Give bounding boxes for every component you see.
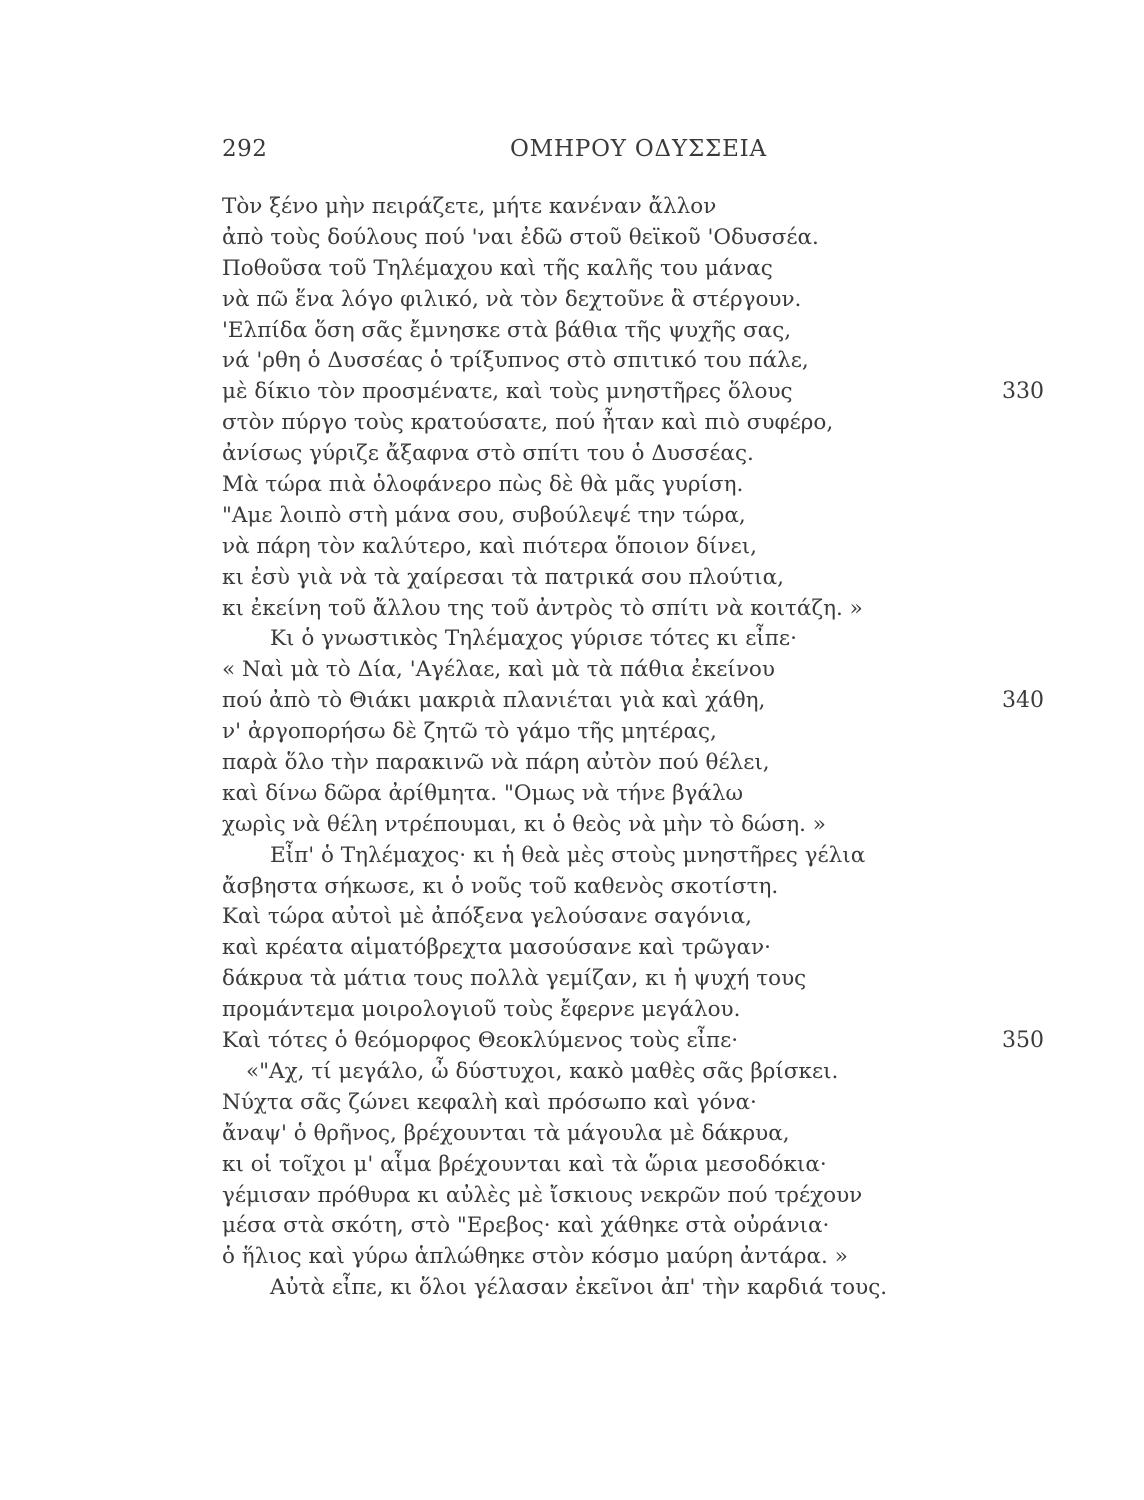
verse-text: ἀνίσως γύριζε ἄξαφνα στὸ σπίτι του ὁ Δυσσέας. [222, 441, 754, 467]
verse-line [222, 594, 1102, 625]
verse-text: πού ἀπὸ τὸ Θιάκι μακριὰ πλανιέται γιὰ καὶ χάθη, [222, 688, 766, 714]
verse-line [222, 346, 1102, 377]
verse-line [222, 408, 1102, 439]
verse-text: Αὐτὰ εἶπε, κι ὅλοι γέλασαν ἐκεῖνοι ἀπ' τὴν καρδιά τους. [270, 1275, 888, 1301]
verse-text: στὸν πύργο τοὺς κρατούσατε, πού ἦταν καὶ πιὸ συφέρο, [222, 410, 834, 436]
verse-text: μέσα στὰ σκότη, στὸ "Ερεβος· καὶ χάθηκε στὰ οὐράνια· [222, 1213, 830, 1239]
verse-text: νὰ πῶ ἕνα λόγο φιλικό, νὰ τὸν δεχτοῦνε ἃ στέργουν. [222, 286, 802, 312]
verse-line [222, 285, 1102, 316]
running-head: ΟΜΗΡΟΥ ΟΔΥΣΣΕΙΑ [510, 136, 767, 162]
verse-line [222, 377, 1102, 408]
verse-line [222, 563, 1102, 594]
verse-text: κι ἐσὺ γιὰ νὰ τὰ χαίρεσαι τὰ πατρικά σου πλούτια, [222, 564, 784, 590]
verse-text: κι οἱ τοῖχοι μ' αἷμα βρέχουνται καὶ τὰ ὥρια μεσοδόκια· [222, 1151, 827, 1177]
verse-text: Εἶπ' ὁ Τηλέμαχος· κι ἡ θεὰ μὲς στοὺς μνηστῆρες γέλια [270, 842, 866, 868]
verse-text: Κι ὁ γνωστικὸς Τηλέμαχος γύρισε τότες κι εἶπε· [270, 626, 797, 652]
verse-text: προμάντεμα μοιρολογιοῦ τοὺς ἔφερνε μεγάλου. [222, 997, 741, 1023]
line-number: 350 [1002, 1028, 1044, 1054]
verse-line [222, 1242, 1102, 1273]
verse-text: ὁ ἥλιος καὶ γύρω ἁπλώθηκε στὸν κόσμο μαύρη ἀντάρα. » [222, 1244, 848, 1270]
verse-line [222, 1026, 1102, 1057]
verse-line [222, 686, 1102, 717]
verse-line [222, 933, 1102, 964]
verse-text: κι ἐκείνη τοῦ ἄλλου της τοῦ ἀντρὸς τὸ σπίτι νὰ κοιτάζη. » [222, 595, 863, 621]
verse-block [222, 192, 1102, 1304]
verse-line [222, 1211, 1102, 1242]
verse-text: ἄσβηστα σήκωσε, κι ὁ νοῦς τοῦ καθενὸς σκοτίστη. [222, 873, 779, 899]
verse-text: ἄναψ' ὁ θρῆνος, βρέχουνται τὰ μάγουλα μὲ δάκρυα, [222, 1120, 790, 1146]
verse-line [222, 1119, 1102, 1150]
verse-text: γέμισαν πρόθυρα κι αὐλὲς μὲ ἴσκιους νεκρῶν πού τρέχουν [222, 1182, 863, 1208]
verse-line [222, 501, 1102, 532]
verse-text: ἀπὸ τοὺς δούλους πού 'ναι ἐδῶ στοῦ θεϊκοῦ 'Οδυσσέα. [222, 224, 819, 250]
verse-text: καὶ κρέατα αἱματόβρεχτα μασούσανε καὶ τρῶγαν· [222, 935, 771, 961]
verse-text: Νύχτα σᾶς ζώνει κεφαλὴ καὶ πρόσωπο καὶ γόνα· [222, 1089, 757, 1115]
verse-text: Καὶ τότες ὁ θεόμορφος Θεοκλύμενος τοὺς εἶπε· [222, 1028, 739, 1054]
verse-text: 'Ελπίδα ὅση σᾶς ἔμνησκε στὰ βάθια τῆς ψυχῆς σας, [222, 317, 792, 343]
verse-line [222, 223, 1102, 254]
verse-text: Ποθοῦσα τοῦ Τηλέμαχου καὶ τῆς καλῆς του μάνας [222, 255, 773, 281]
verse-text: δάκρυα τὰ μάτια τους πολλὰ γεμίζαν, κι ἡ ψυχή τους [222, 966, 807, 992]
verse-text: Μὰ τώρα πιὰ ὁλοφάνερο πὼς δὲ θὰ μᾶς γυρίση. [222, 472, 744, 498]
verse-line [222, 841, 1102, 872]
verse-text: παρὰ ὅλο τὴν παρακινῶ νὰ πάρη αὐτὸν πού θέλει, [222, 750, 770, 776]
verse-line [222, 532, 1102, 563]
verse-line [222, 1088, 1102, 1119]
verse-line [222, 624, 1102, 655]
verse-line [222, 748, 1102, 779]
line-number: 330 [1002, 379, 1044, 405]
verse-line [222, 192, 1102, 223]
verse-text: χωρὶς νὰ θέλη ντρέπουμαι, κι ὁ θεὸς νὰ μὴν τὸ δώση. » [222, 811, 826, 837]
verse-text: «"Αχ, τί μεγάλο, ὦ δύστυχοι, κακὸ μαθὲς σᾶς βρίσκει. [246, 1058, 839, 1084]
verse-line [222, 254, 1102, 285]
verse-text: νὰ πάρη τὸν καλύτερο, καὶ πιότερα ὅποιον δίνει, [222, 533, 758, 559]
verse-line [222, 470, 1102, 501]
verse-line [222, 439, 1102, 470]
verse-line [222, 1150, 1102, 1181]
verse-text: « Ναὶ μὰ τὸ Δία, 'Αγέλαε, καὶ μὰ τὰ πάθια ἐκείνου [222, 657, 775, 683]
line-number: 340 [1002, 688, 1044, 714]
verse-text: μὲ δίκιο τὸν προσμένατε, καὶ τοὺς μνηστῆρες ὅλους [222, 379, 793, 405]
verse-text: Τὸν ξένο μὴν πειράζετε, μήτε κανέναν ἄλλον [222, 194, 717, 219]
verse-line [222, 810, 1102, 841]
verse-text: καὶ δίνω δῶρα ἀρίθμητα. "Ομως νὰ τήνε βγάλω [222, 780, 744, 806]
verse-line [222, 1181, 1102, 1212]
verse-line [222, 717, 1102, 748]
verse-line [222, 1273, 1102, 1304]
verse-text: Καὶ τώρα αὐτοὶ μὲ ἀπόξενα γελούσανε σαγόνια, [222, 904, 753, 930]
verse-line [222, 995, 1102, 1026]
verse-text: "Αμε λοιπὸ στὴ μάνα σου, συβούλεψέ την τώρα, [222, 502, 746, 528]
verse-line [222, 1057, 1102, 1088]
verse-line [222, 964, 1102, 995]
verse-text: ν' ἀργοπορήσω δὲ ζητῶ τὸ γάμο τῆς μητέρας, [222, 719, 717, 745]
verse-line [222, 316, 1102, 347]
verse-line [222, 872, 1102, 903]
verse-text: νά 'ρθη ὁ Δυσσέας ὁ τρίξυπνος στὸ σπιτικό του πάλε, [222, 348, 809, 374]
page-number: 292 [222, 136, 268, 162]
verse-line [222, 902, 1102, 933]
verse-line [222, 655, 1102, 686]
verse-line [222, 779, 1102, 810]
